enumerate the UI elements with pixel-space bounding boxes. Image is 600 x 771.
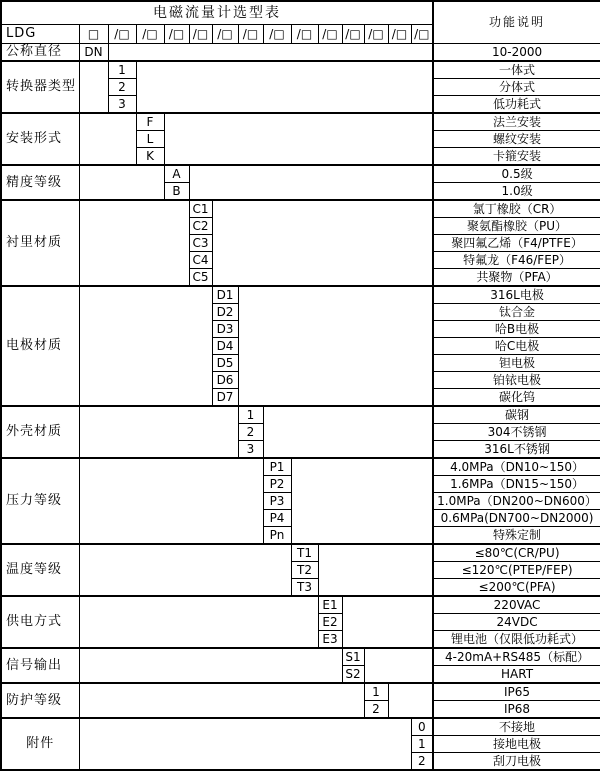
code-cell: Pn bbox=[263, 527, 291, 545]
code-cell: D7 bbox=[212, 389, 238, 407]
code-slot: /□ bbox=[411, 25, 433, 44]
code-cell: C5 bbox=[189, 269, 212, 287]
function-cell: 锂电池（仅限低功耗式） bbox=[433, 631, 600, 649]
function-cell: 碳化钨 bbox=[433, 389, 600, 407]
function-cell: 特氟龙（F46/FEP） bbox=[433, 252, 600, 269]
filler-cell bbox=[364, 648, 433, 683]
category-cell: 附件 bbox=[1, 718, 79, 770]
function-cell: IP65 bbox=[433, 683, 600, 701]
filler-cell bbox=[79, 406, 238, 458]
code-cell: 1 bbox=[108, 61, 136, 79]
code-cell: C2 bbox=[189, 218, 212, 235]
function-cell: 聚四氟乙烯（F4/PTFE） bbox=[433, 235, 600, 252]
code-cell: B bbox=[164, 183, 189, 201]
code-cell: D4 bbox=[212, 338, 238, 355]
code-cell: P2 bbox=[263, 476, 291, 493]
function-cell: 316L不锈钢 bbox=[433, 441, 600, 459]
filler-cell bbox=[212, 200, 433, 286]
category-cell: 电极材质 bbox=[1, 286, 79, 406]
category-cell: 压力等级 bbox=[1, 458, 79, 544]
category-cell: 衬里材质 bbox=[1, 200, 79, 286]
category-cell: 精度等级 bbox=[1, 165, 79, 200]
function-cell: HART bbox=[433, 666, 600, 684]
category-cell: 供电方式 bbox=[1, 596, 79, 648]
code-cell: P1 bbox=[263, 458, 291, 476]
filler-cell bbox=[79, 165, 164, 200]
filler-cell bbox=[388, 683, 433, 718]
category-cell: 防护等级 bbox=[1, 683, 79, 718]
function-cell: 特殊定制 bbox=[433, 527, 600, 545]
code-cell: S2 bbox=[342, 666, 364, 684]
function-cell: IP68 bbox=[433, 701, 600, 719]
function-cell: 24VDC bbox=[433, 614, 600, 631]
filler-cell bbox=[342, 596, 433, 648]
filler-cell bbox=[79, 286, 212, 406]
code-slot: /□ bbox=[291, 25, 318, 44]
function-cell: 10-2000 bbox=[433, 44, 600, 62]
filler-cell bbox=[318, 544, 433, 596]
code-cell: S1 bbox=[342, 648, 364, 666]
function-header: 功能说明 bbox=[433, 1, 600, 44]
category-cell: 安装形式 bbox=[1, 113, 79, 165]
filler-cell bbox=[79, 458, 263, 544]
filler-cell bbox=[79, 648, 342, 683]
code-cell: E3 bbox=[318, 631, 342, 649]
category-cell: 公称直径 bbox=[1, 44, 79, 62]
ldg-label: LDG bbox=[1, 25, 79, 44]
code-cell: P4 bbox=[263, 510, 291, 527]
code-cell: 1 bbox=[411, 736, 433, 753]
code-cell: K bbox=[136, 148, 164, 166]
code-cell: E2 bbox=[318, 614, 342, 631]
category-cell: 外壳材质 bbox=[1, 406, 79, 458]
category-cell: 转换器类型 bbox=[1, 61, 79, 113]
code-cell: L bbox=[136, 131, 164, 148]
code-cell: D6 bbox=[212, 372, 238, 389]
function-cell: ≤80℃(CR/PU) bbox=[433, 544, 600, 562]
function-cell: 法兰安装 bbox=[433, 113, 600, 131]
function-cell: 哈B电极 bbox=[433, 321, 600, 338]
function-cell: 铂铱电极 bbox=[433, 372, 600, 389]
code-slot: /□ bbox=[212, 25, 238, 44]
code-cell: DN bbox=[79, 44, 108, 62]
function-cell: 不接地 bbox=[433, 718, 600, 736]
code-cell: 2 bbox=[238, 424, 263, 441]
filler-cell bbox=[189, 165, 433, 200]
code-cell: C4 bbox=[189, 252, 212, 269]
function-cell: 钽电极 bbox=[433, 355, 600, 372]
function-cell: 4-20mA+RS485（标配） bbox=[433, 648, 600, 666]
code-slot: /□ bbox=[136, 25, 164, 44]
filler-cell bbox=[263, 406, 433, 458]
function-cell: 共聚物（PFA） bbox=[433, 269, 600, 287]
code-cell: D2 bbox=[212, 304, 238, 321]
category-cell: 温度等级 bbox=[1, 544, 79, 596]
function-cell: 螺纹安装 bbox=[433, 131, 600, 148]
code-cell: 0 bbox=[411, 718, 433, 736]
code-cell: 3 bbox=[108, 96, 136, 114]
function-cell: 一体式 bbox=[433, 61, 600, 79]
function-cell: 1.0MPa（DN200~DN600） bbox=[433, 493, 600, 510]
function-cell: 刮刀电极 bbox=[433, 753, 600, 771]
filler-cell bbox=[79, 200, 189, 286]
filler-cell bbox=[291, 458, 433, 544]
code-cell: 2 bbox=[108, 79, 136, 96]
function-cell: 304不锈钢 bbox=[433, 424, 600, 441]
function-cell: 低功耗式 bbox=[433, 96, 600, 114]
function-cell: 分体式 bbox=[433, 79, 600, 96]
code-cell: T1 bbox=[291, 544, 318, 562]
filler-cell bbox=[79, 683, 364, 718]
function-cell: 0.5级 bbox=[433, 165, 600, 183]
function-cell: 卡箍安装 bbox=[433, 148, 600, 166]
function-cell: 聚氨酯橡胶（PU） bbox=[433, 218, 600, 235]
function-cell: 碳钢 bbox=[433, 406, 600, 424]
code-cell: A bbox=[164, 165, 189, 183]
code-cell: T2 bbox=[291, 562, 318, 579]
code-slot: /□ bbox=[342, 25, 364, 44]
function-cell: 钛合金 bbox=[433, 304, 600, 321]
code-cell: D5 bbox=[212, 355, 238, 372]
code-cell: 1 bbox=[364, 683, 388, 701]
filler-cell bbox=[79, 596, 318, 648]
code-slot: /□ bbox=[364, 25, 388, 44]
function-cell: 0.6MPa(DN700~DN2000) bbox=[433, 510, 600, 527]
code-cell: P3 bbox=[263, 493, 291, 510]
code-slot: /□ bbox=[108, 25, 136, 44]
filler-cell bbox=[79, 113, 136, 165]
code-cell: D1 bbox=[212, 286, 238, 304]
function-cell: ≤120℃(PTEP/FEP) bbox=[433, 562, 600, 579]
function-cell: 1.0级 bbox=[433, 183, 600, 201]
function-cell: 220VAC bbox=[433, 596, 600, 614]
function-cell: 接地电极 bbox=[433, 736, 600, 753]
code-cell: 2 bbox=[364, 701, 388, 719]
filler-cell bbox=[136, 61, 433, 113]
filler-cell bbox=[79, 718, 411, 770]
code-cell: 3 bbox=[238, 441, 263, 459]
function-cell: 1.6MPa（DN15~150） bbox=[433, 476, 600, 493]
function-cell: ≤200℃(PFA) bbox=[433, 579, 600, 597]
code-cell: D3 bbox=[212, 321, 238, 338]
filler-cell bbox=[79, 61, 108, 113]
function-cell: 氯丁橡胶（CR） bbox=[433, 200, 600, 218]
code-cell: 1 bbox=[238, 406, 263, 424]
code-cell: C1 bbox=[189, 200, 212, 218]
function-cell: 316L电极 bbox=[433, 286, 600, 304]
code-slot: /□ bbox=[318, 25, 342, 44]
code-cell: C3 bbox=[189, 235, 212, 252]
filler-cell bbox=[238, 286, 433, 406]
code-slot: /□ bbox=[388, 25, 411, 44]
code-slot: /□ bbox=[164, 25, 189, 44]
filler-cell bbox=[79, 544, 291, 596]
code-cell: E1 bbox=[318, 596, 342, 614]
function-cell: 4.0MPa（DN10~150） bbox=[433, 458, 600, 476]
code-cell: 2 bbox=[411, 753, 433, 771]
function-cell: 哈C电极 bbox=[433, 338, 600, 355]
code-box-first: □ bbox=[79, 25, 108, 44]
filler-cell bbox=[164, 113, 433, 165]
code-slot: /□ bbox=[263, 25, 291, 44]
category-cell: 信号输出 bbox=[1, 648, 79, 683]
code-cell: T3 bbox=[291, 579, 318, 597]
table-title: 电磁流量计选型表 bbox=[1, 1, 433, 25]
code-slot: /□ bbox=[238, 25, 263, 44]
code-slot: /□ bbox=[189, 25, 212, 44]
code-cell: F bbox=[136, 113, 164, 131]
filler-cell bbox=[108, 44, 433, 62]
